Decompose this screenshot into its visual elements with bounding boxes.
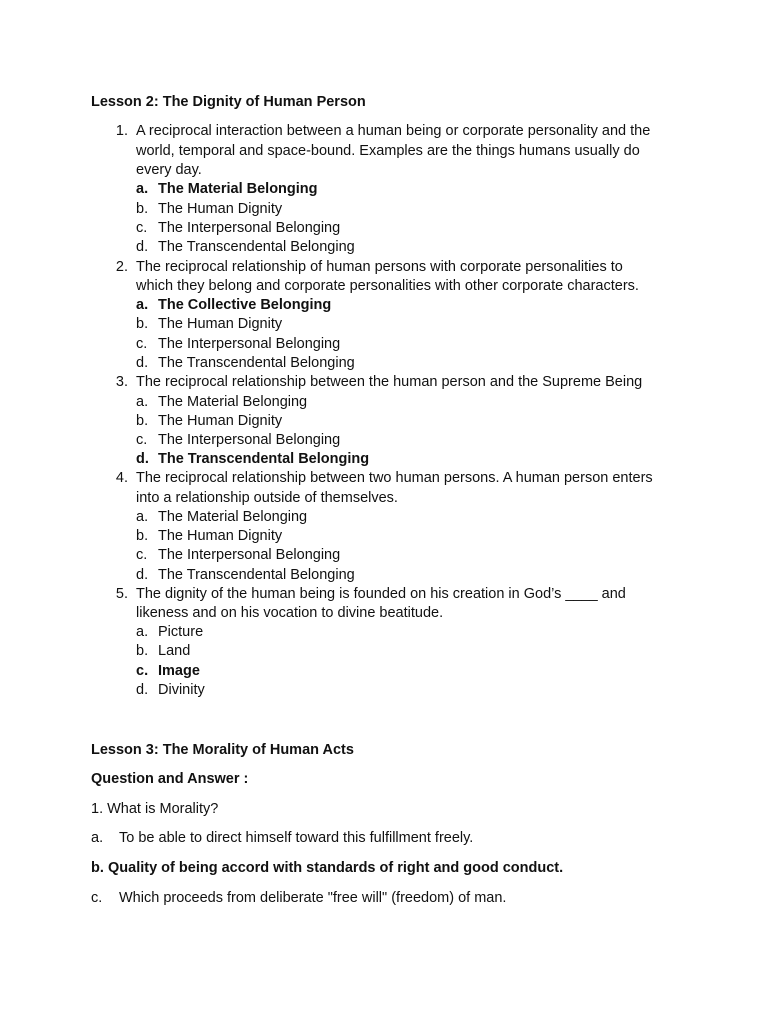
question-text: A reciprocal interaction between a human being or corporate personality and the — [136, 123, 651, 139]
option-letter: c. — [136, 336, 148, 352]
option-text: The Material Belonging — [158, 394, 308, 410]
question-text: world, temporal and space-bound. Examples are the things humans usually do — [136, 143, 640, 159]
option-text: Which proceeds from deliberate "free will" (freedom) of man. — [119, 890, 507, 906]
lesson2-title: Lesson 2: The Dignity of Human Person — [91, 94, 366, 110]
option-text: The Transcendental Belonging — [158, 239, 355, 255]
option-text: The Interpersonal Belonging — [158, 220, 341, 236]
option-letter: c. — [136, 547, 148, 563]
option-letter: b. — [136, 413, 149, 429]
question-text: every day. — [136, 162, 202, 178]
option-answer: Image — [158, 663, 200, 679]
option-answer: The Collective Belonging — [158, 297, 332, 313]
question-text: The reciprocal relationship of human persons with corporate personalities to — [136, 259, 623, 275]
option-letter: c. — [136, 220, 148, 236]
option-answer: The Material Belonging — [158, 181, 318, 197]
question-text: The reciprocal relationship between the human person and the Supreme Being — [136, 374, 643, 390]
option-letter: a. — [136, 394, 149, 410]
section-heading: Question and Answer : — [91, 771, 249, 787]
option-letter: b. — [136, 316, 149, 332]
question-number: 2. — [115, 259, 128, 275]
option-letter: d. — [136, 682, 149, 698]
option-letter: a. — [91, 830, 104, 846]
option-text: The Material Belonging — [158, 509, 308, 525]
option-letter: b. — [136, 643, 149, 659]
question-text: likeness and on his vocation to divine beatitude. — [136, 605, 444, 621]
option-answer: Quality of being accord with standards of right and good conduct. — [108, 860, 564, 876]
option-text: Divinity — [158, 682, 205, 698]
option-letter: c. — [136, 663, 149, 679]
question-number: 4. — [115, 470, 128, 486]
option-letter: b. — [91, 860, 104, 876]
option-text: Picture — [158, 624, 204, 640]
question-number: 3. — [115, 374, 128, 390]
option-letter: b. — [136, 201, 149, 217]
morality-question: 1. What is Morality? — [91, 801, 219, 817]
option-letter: a. — [136, 624, 149, 640]
option-answer: The Transcendental Belonging — [158, 451, 370, 467]
option-letter: c. — [136, 432, 148, 448]
option-text: The Interpersonal Belonging — [158, 547, 341, 563]
option-text: The Human Dignity — [158, 316, 283, 332]
option-text: The Human Dignity — [158, 201, 283, 217]
option-letter: d. — [136, 239, 149, 255]
option-text: The Human Dignity — [158, 413, 283, 429]
option-letter: d. — [136, 451, 149, 467]
option-letter: c. — [91, 890, 103, 906]
option-text: The Transcendental Belonging — [158, 567, 355, 583]
question-text: into a relationship outside of themselves. — [136, 490, 398, 506]
option-letter: a. — [136, 509, 149, 525]
question-text: which they belong and corporate personalities with other corporate characters. — [136, 278, 639, 294]
option-letter: a. — [136, 297, 149, 313]
option-letter: d. — [136, 567, 149, 583]
option-text: The Interpersonal Belonging — [158, 336, 341, 352]
lesson3-title: Lesson 3: The Morality of Human Acts — [91, 742, 354, 758]
option-text: The Transcendental Belonging — [158, 355, 355, 371]
question-number: 1. — [115, 123, 128, 139]
question-text: The reciprocal relationship between two human persons. A human person enters — [136, 470, 653, 486]
question-text: The dignity of the human being is founded on his creation in God’s ____ and — [136, 586, 626, 602]
option-letter: d. — [136, 355, 149, 371]
option-text: To be able to direct himself toward this fulfillment freely. — [119, 830, 474, 846]
option-text: The Human Dignity — [158, 528, 283, 544]
option-letter: b. — [136, 528, 149, 544]
option-text: Land — [158, 643, 191, 659]
question-number: 5. — [115, 586, 128, 602]
option-letter: a. — [136, 181, 149, 197]
option-text: The Interpersonal Belonging — [158, 432, 341, 448]
